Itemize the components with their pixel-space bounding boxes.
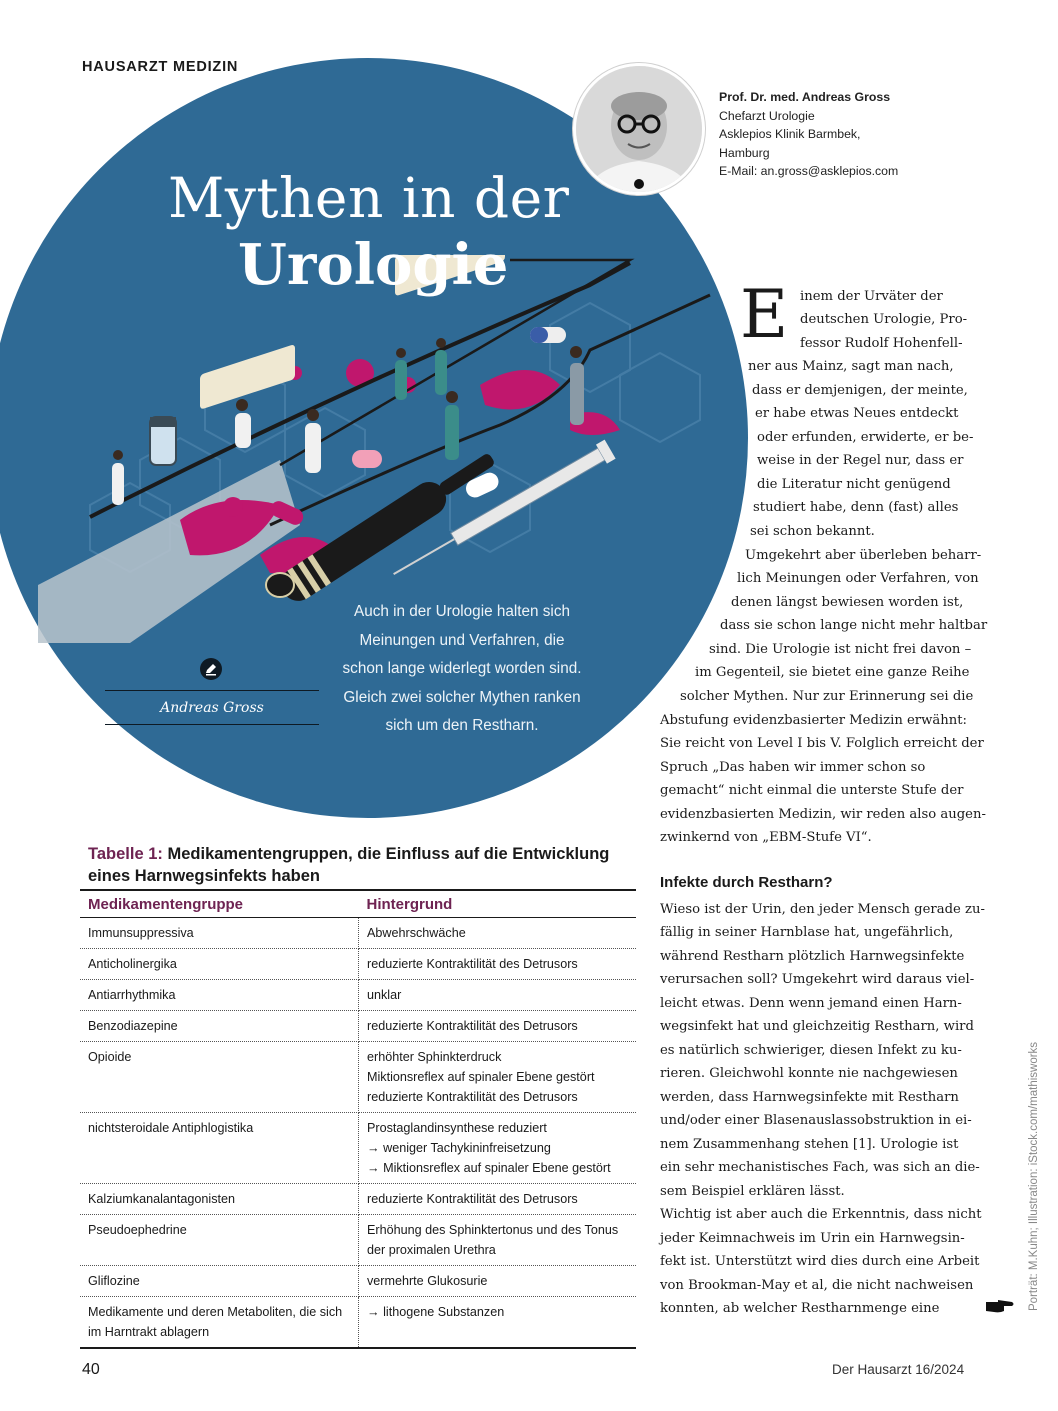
table-label: Tabelle 1:: [88, 845, 163, 863]
cell-line: → lithogene Substanzen: [367, 1305, 505, 1319]
table-row: [80, 949, 636, 980]
table-cell-background: [359, 1042, 637, 1113]
teaser: [312, 598, 612, 741]
article-title-line2: Urologie: [238, 232, 509, 298]
cell-line: → weniger Tachykininfreisetzung: [367, 1141, 551, 1155]
table-cell-background: [359, 1266, 637, 1297]
text-line: weise in der Regel nur, dass er: [757, 453, 964, 468]
teaser-line: Meinungen und Verfahren, die: [359, 631, 565, 649]
author-email[interactable]: E-Mail: an.gross@asklepios.com: [719, 164, 899, 178]
table-cell-background: [359, 1297, 637, 1349]
text-line: fällig in seiner Harnblase hat, ungefährlich,: [660, 925, 954, 940]
table-cell-group: Immunsuppressiva: [80, 918, 359, 949]
table-cell-background: [359, 949, 637, 980]
text-line: sei schon bekannt.: [750, 524, 875, 539]
cell-line: Erhöhung des Sphinktertonus und des Tonus: [367, 1223, 619, 1237]
cell-line: der proximalen Urethra: [367, 1243, 496, 1257]
teaser-line: sich um den Restharn.: [385, 717, 539, 734]
byline-rule: [105, 690, 319, 691]
drop-cap: E: [740, 276, 789, 353]
table-title: Medikamentengruppen, die Einfluss auf die Entwicklung eines Harnwegsinfekts haben: [88, 845, 610, 885]
hero-illustration: [30, 255, 730, 645]
cell-line: → Miktionsreflex auf spinaler Ebene gestört: [367, 1161, 611, 1175]
teaser-line: Gleich zwei solcher Mythen ranken: [343, 688, 581, 706]
pointing-hand-icon: [984, 1298, 1016, 1314]
table-cell-background: [359, 1011, 637, 1042]
table-cell-group: Antiarrhythmika: [80, 980, 359, 1011]
text-line: deutschen Urologie, Pro-: [800, 312, 968, 327]
text-line: nem Zusammenhang stehen [1]. Urologie ist: [660, 1137, 959, 1152]
text-line: lich Meinungen oder Verfahren, von: [737, 571, 979, 586]
cell-line: reduzierte Kontraktilität des Detrusors: [367, 1019, 578, 1033]
portrait-illustration: [576, 66, 702, 192]
text-line: werden, dass Harnwegsinfekte mit Restharn: [660, 1090, 959, 1105]
table-header: Medikamentengruppe: [80, 890, 359, 918]
image-credit: Porträt: M.Kuhn; Illustration: iStock.com/mathisworks: [1028, 1041, 1040, 1311]
table-cell-group: Kalziumkanalantagonisten: [80, 1184, 359, 1215]
text-line: fekt ist. Unterstützt wird dies durch eine Arbeit: [660, 1254, 980, 1269]
table-cell-background: [359, 1113, 637, 1184]
article-title-line1: Mythen in der: [168, 166, 570, 230]
table-cell-group: Medikamente und deren Metaboliten, die sich im Harntrakt ablagern: [80, 1297, 359, 1349]
text-line: gemacht“ nicht einmal die unterste Stufe der: [660, 783, 964, 798]
byline-author: Andreas Gross: [160, 700, 264, 716]
text-line: die Literatur nicht genügend: [757, 477, 951, 492]
table-header-row: [80, 890, 636, 918]
table-row: [80, 1184, 636, 1215]
cell-line: vermehrte Glukosurie: [367, 1274, 488, 1288]
table-caption: [88, 843, 636, 887]
author-city: Hamburg: [719, 145, 770, 160]
table-row: [80, 1042, 636, 1113]
text-line: sind. Die Urologie ist nicht frei davon –: [709, 642, 972, 657]
table-header: Hintergrund: [359, 890, 637, 918]
medication-table: [80, 889, 636, 1349]
text-line: verursachen soll? Umgekehrt wird daraus viel-: [660, 972, 975, 987]
text-line: ein sehr mechanistisches Fach, was sich an die-: [660, 1160, 980, 1175]
table-cell-group: Benzodiazepine: [80, 1011, 359, 1042]
table-cell-background: [359, 1184, 637, 1215]
section-label: HAUSARZT MEDIZIN: [82, 59, 239, 75]
text-line: es natürlich schwieriger, diesen Infekt zu ku-: [660, 1043, 962, 1058]
text-line: Wieso ist der Urin, den jeder Mensch gerade zu-: [660, 902, 985, 917]
text-line: Wichtig ist aber auch die Erkenntnis, dass nicht: [660, 1207, 982, 1222]
text-line: ner aus Mainz, sagt man nach,: [748, 359, 954, 374]
author-position: Chefarzt Urologie: [719, 108, 815, 123]
text-line: solcher Mythen. Nur zur Erinnerung sei die: [680, 689, 974, 704]
author-portrait: [573, 63, 705, 195]
text-line: dass er demjenigen, der meinte,: [752, 383, 968, 398]
pencil-icon: [200, 658, 222, 680]
cell-line: erhöhter Sphinkterdruck: [367, 1050, 502, 1064]
byline-rule: [105, 724, 319, 725]
text-line: fessor Rudolf Hohenfell-: [800, 336, 963, 351]
table-row: [80, 980, 636, 1011]
text-line: Sie reicht von Level I bis V. Folglich erreicht der: [660, 736, 984, 751]
table-row: [80, 1297, 636, 1349]
author-info: [719, 88, 898, 181]
text-line: Spruch „Das haben wir immer schon so: [660, 760, 926, 775]
text-line: denen längst bewiesen worden ist,: [731, 595, 964, 610]
table-cell-background: [359, 1215, 637, 1266]
author-clinic: Asklepios Klinik Barmbek,: [719, 127, 861, 141]
cell-line: reduzierte Kontraktilität des Detrusors: [367, 1192, 578, 1206]
teaser-line: schon lange widerlegt worden sind.: [342, 660, 582, 677]
table-cell-background: [359, 980, 637, 1011]
section-heading: Infekte durch Restharn?: [660, 874, 833, 891]
text-line: Umgekehrt aber überleben beharr-: [745, 548, 982, 563]
text-line: von Brookman-May et al, die nicht nachweisen: [660, 1278, 974, 1293]
table-row: [80, 1011, 636, 1042]
text-line: rieren. Gleichwohl konnte nie nachgewiesen: [660, 1066, 958, 1081]
text-line: wegsinfekt hat und gleichzeitig Restharn, wird: [660, 1019, 974, 1034]
cell-line: reduzierte Kontraktilität des Detrusors: [367, 1090, 578, 1104]
text-line: und/oder einer Blasenauslassobstruktion in ei-: [660, 1113, 972, 1128]
cell-line: reduzierte Kontraktilität des Detrusors: [367, 957, 578, 971]
text-line: dass sie schon lange nicht mehr haltbar: [720, 618, 988, 633]
text-line: er habe etwas Neues entdeckt: [755, 406, 959, 421]
table-row: [80, 1266, 636, 1297]
table-row: [80, 1215, 636, 1266]
page-number: 40: [82, 1361, 100, 1378]
table-row: [80, 918, 636, 949]
text-line: studiert habe, denn (fast) alles: [753, 500, 959, 515]
text-line: Abstufung evidenzbasierter Medizin erwähnt:: [660, 713, 967, 728]
text-line: evidenzbasierten Medizin, wir reden also augen-: [660, 807, 986, 822]
text-line: inem der Urväter der: [800, 289, 943, 304]
text-line: sem Beispiel erklären lässt.: [660, 1184, 845, 1199]
table-row: [80, 1113, 636, 1184]
table-cell-group: nichtsteroidale Antiphlogistika: [80, 1113, 359, 1184]
table-cell-group: Opioide: [80, 1042, 359, 1113]
table-cell-group: Anticholinergika: [80, 949, 359, 980]
teaser-line: Auch in der Urologie halten sich: [354, 603, 570, 620]
footer-issue: Der Hausarzt 16/2024: [832, 1362, 965, 1377]
text-line: oder erfunden, erwiderte, er be-: [757, 430, 974, 445]
table-cell-group: Pseudoephedrine: [80, 1215, 359, 1266]
text-line: im Gegenteil, sie bietet eine ganze Reihe: [695, 665, 970, 680]
author-name: Prof. Dr. med. Andreas Gross: [719, 90, 891, 104]
cell-line: Miktionsreflex auf spinaler Ebene gestört: [367, 1070, 595, 1084]
cell-line: unklar: [367, 988, 402, 1002]
table-cell-group: Gliflozine: [80, 1266, 359, 1297]
cell-line: Abwehrschwäche: [367, 926, 466, 940]
text-line: konnten, ab welcher Restharnmenge eine: [660, 1301, 940, 1316]
text-line: während Restharn plötzlich Harnwegsinfekte: [660, 949, 965, 964]
table-cell-background: [359, 918, 637, 949]
text-line: jeder Keimnachweis im Urin ein Harnwegsin-: [660, 1231, 965, 1246]
text-line: leicht etwas. Denn wenn jemand einen Harn-: [660, 996, 962, 1011]
cell-line: Prostaglandinsynthese reduziert: [367, 1121, 547, 1135]
text-line: zwinkernd von „EBM-Stufe VI“.: [660, 830, 872, 845]
